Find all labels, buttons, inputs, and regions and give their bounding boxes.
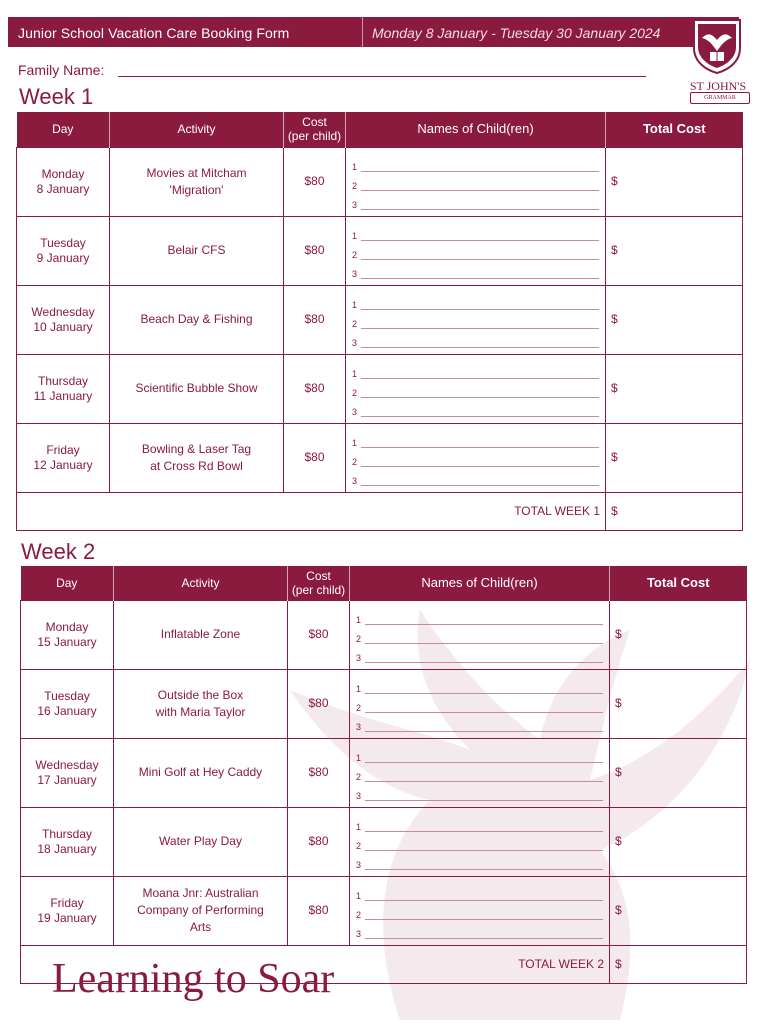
child-number: 1 (352, 300, 358, 310)
child-name-underline (365, 652, 603, 663)
week-2-table (20, 566, 747, 984)
child-name-underline (361, 387, 599, 398)
col-cost-header: Cost (per child) (284, 112, 346, 147)
table-row (17, 423, 743, 492)
day-name: Friday (46, 442, 80, 457)
child-name-field[interactable] (352, 329, 599, 348)
col-day-header: Day (17, 112, 110, 147)
table-row (21, 738, 747, 807)
day-cell (17, 354, 110, 423)
child-name-underline (361, 318, 599, 329)
child-number: 2 (356, 910, 362, 920)
week-1-table (16, 112, 743, 531)
header-bar (8, 17, 739, 47)
child-number: 3 (356, 722, 362, 732)
child-names-cell (350, 876, 610, 945)
child-name-underline (361, 199, 599, 210)
child-names-cell (350, 600, 610, 669)
child-name-underline (361, 368, 599, 379)
child-name-field[interactable] (352, 191, 599, 210)
child-name-field[interactable] (352, 398, 599, 417)
activity-cell (114, 876, 288, 945)
row-total-field[interactable]: $ (610, 600, 747, 669)
child-names-cell (346, 423, 606, 492)
day-name: Thursday (41, 826, 93, 841)
child-name-underline (361, 475, 599, 486)
day-date: 8 January (36, 181, 90, 196)
child-name-field[interactable] (356, 920, 603, 939)
week-1-heading: Week 1 (19, 84, 94, 109)
child-name-field[interactable] (352, 379, 599, 398)
school-subtitle: GRAMMAR (690, 92, 750, 104)
row-total-field[interactable]: $ (610, 807, 747, 876)
day-cell (17, 147, 110, 216)
child-number: 3 (356, 860, 362, 870)
child-name-underline (361, 299, 599, 310)
child-number: 2 (356, 634, 362, 644)
col-activity-header: Activity (114, 566, 288, 600)
child-name-underline (365, 790, 603, 801)
week-2-body (21, 600, 747, 983)
week-total-field[interactable]: $ (606, 492, 743, 530)
activity-cell (110, 147, 284, 216)
activity-line: Beach Day & Fishing (140, 312, 253, 326)
child-name-field[interactable] (352, 360, 599, 379)
tagline: Learning to Soar (52, 956, 335, 1002)
table-row (17, 147, 743, 216)
week-total-label: TOTAL WEEK 2 (21, 945, 610, 983)
child-name-field[interactable] (352, 172, 599, 191)
child-name-underline (365, 752, 603, 763)
child-name-field[interactable] (356, 851, 603, 870)
child-name-underline (365, 859, 603, 870)
col-total-header: Total Cost (606, 112, 743, 147)
cost-cell: $80 (284, 285, 346, 354)
child-name-field[interactable] (356, 694, 603, 713)
child-number: 2 (352, 457, 358, 467)
form-dates: Monday 8 January - Tuesday 30 January 2024 (372, 25, 661, 41)
child-name-field[interactable] (356, 675, 603, 694)
child-name-underline (365, 821, 603, 832)
table-row (21, 669, 747, 738)
child-number: 3 (356, 653, 362, 663)
col-day-header: Day (21, 566, 114, 600)
cost-cell: $80 (284, 216, 346, 285)
child-names-cell (346, 285, 606, 354)
day-date: 11 January (33, 388, 93, 403)
day-date: 19 January (37, 910, 97, 925)
cost-cell: $80 (288, 669, 350, 738)
child-number: 2 (352, 319, 358, 329)
day-date: 10 January (33, 319, 93, 334)
child-name-field[interactable] (356, 625, 603, 644)
day-name: Monday (41, 166, 85, 181)
child-name-underline (365, 683, 603, 694)
day-name: Tuesday (40, 235, 86, 250)
child-name-underline (365, 909, 603, 920)
child-name-underline (365, 633, 603, 644)
day-name: Thursday (37, 373, 89, 388)
activity-cell (114, 600, 288, 669)
table-row (17, 216, 743, 285)
col-total-header: Total Cost (610, 566, 747, 600)
child-number: 2 (352, 388, 358, 398)
activity-line: Water Play Day (159, 834, 242, 848)
child-names-cell (350, 807, 610, 876)
day-date: 17 January (37, 772, 97, 787)
day-name: Wednesday (35, 757, 99, 772)
child-number: 1 (356, 615, 362, 625)
child-number: 3 (352, 407, 358, 417)
child-name-underline (361, 337, 599, 348)
activity-cell (114, 807, 288, 876)
child-name-field[interactable] (352, 291, 599, 310)
child-name-underline (365, 890, 603, 901)
child-name-field[interactable] (356, 901, 603, 920)
child-name-underline (361, 437, 599, 448)
child-name-field[interactable] (352, 467, 599, 486)
table-row (21, 807, 747, 876)
activity-line: Outside the Box (157, 687, 244, 702)
activity-line: Company of Performing (137, 903, 264, 917)
child-number: 1 (352, 369, 358, 379)
day-cell (21, 807, 114, 876)
row-total-field[interactable]: $ (606, 285, 743, 354)
child-name-field[interactable] (356, 606, 603, 625)
child-name-field[interactable] (352, 310, 599, 329)
table-row (21, 600, 747, 669)
activity-line: with Maria Taylor (155, 704, 246, 719)
day-date: 12 January (33, 457, 93, 472)
cost-cell: $80 (288, 807, 350, 876)
child-number: 1 (352, 438, 358, 448)
child-name-underline (361, 161, 599, 172)
cost-cell: $80 (288, 738, 350, 807)
activity-cell (110, 285, 284, 354)
cost-cell: $80 (284, 147, 346, 216)
activity-line: Arts (189, 920, 212, 934)
week-1-body (17, 147, 743, 530)
day-cell (17, 285, 110, 354)
child-name-field[interactable] (356, 882, 603, 901)
child-number: 1 (356, 822, 362, 832)
school-name: ST JOHN'S (689, 79, 747, 93)
week-2-heading: Week 2 (21, 539, 96, 564)
child-name-field[interactable] (356, 832, 603, 851)
day-date: 16 January (37, 703, 97, 718)
day-cell (21, 669, 114, 738)
col-names-header: Names of Child(ren) (346, 112, 606, 147)
child-name-field[interactable] (352, 260, 599, 279)
child-name-field[interactable] (352, 448, 599, 467)
child-name-field[interactable] (352, 153, 599, 172)
child-number: 2 (356, 841, 362, 851)
activity-line: Moana Jnr: Australian (142, 886, 259, 900)
day-name: Wednesday (31, 304, 95, 319)
activity-line: Scientific Bubble Show (135, 381, 258, 395)
child-names-cell (350, 738, 610, 807)
child-names-cell (346, 354, 606, 423)
day-cell (17, 423, 110, 492)
day-cell (21, 738, 114, 807)
child-name-underline (365, 771, 603, 782)
table-row (21, 876, 747, 945)
child-name-field[interactable] (356, 782, 603, 801)
activity-line: Mini Golf at Hey Caddy (138, 765, 263, 779)
table-header-row (17, 112, 743, 147)
child-number: 1 (352, 162, 358, 172)
row-total-field[interactable]: $ (606, 354, 743, 423)
child-name-field[interactable] (352, 241, 599, 260)
row-total-field[interactable]: $ (610, 669, 747, 738)
child-name-field[interactable] (356, 644, 603, 663)
child-number: 2 (356, 703, 362, 713)
child-name-underline (365, 928, 603, 939)
child-name-underline (361, 406, 599, 417)
week-total-label: TOTAL WEEK 1 (17, 492, 606, 530)
activity-cell (110, 423, 284, 492)
cost-cell: $80 (284, 423, 346, 492)
week-total-field[interactable]: $ (610, 945, 747, 983)
child-name-field[interactable] (352, 222, 599, 241)
child-number: 3 (352, 200, 358, 210)
col-cost-header: Cost (per child) (288, 566, 350, 600)
activity-line: 'Migration' (169, 182, 224, 197)
child-number: 3 (356, 929, 362, 939)
child-names-cell (350, 669, 610, 738)
child-name-field[interactable] (356, 763, 603, 782)
child-name-underline (361, 268, 599, 279)
table-row (17, 354, 743, 423)
header-divider (362, 17, 363, 47)
row-total-field[interactable]: $ (606, 147, 743, 216)
row-total-field[interactable]: $ (606, 216, 743, 285)
child-number: 2 (356, 772, 362, 782)
child-name-underline (361, 249, 599, 260)
family-name-label: Family Name: (18, 62, 105, 78)
activity-line: Belair CFS (167, 243, 226, 257)
child-name-field[interactable] (356, 813, 603, 832)
child-name-underline (365, 702, 603, 713)
activity-line: Inflatable Zone (160, 627, 241, 641)
child-name-underline (365, 614, 603, 625)
cost-cell: $80 (288, 876, 350, 945)
day-cell (21, 876, 114, 945)
activity-cell (114, 738, 288, 807)
child-number: 2 (352, 181, 358, 191)
week-total-row (17, 492, 743, 530)
child-names-cell (346, 216, 606, 285)
col-activity-header: Activity (110, 112, 284, 147)
activity-cell (110, 354, 284, 423)
row-total-field[interactable]: $ (610, 738, 747, 807)
day-date: 9 January (36, 250, 90, 265)
family-name-field[interactable] (118, 76, 646, 77)
day-name: Tuesday (44, 688, 90, 703)
row-total-field[interactable]: $ (606, 423, 743, 492)
table-header-row (21, 566, 747, 600)
child-name-field[interactable] (356, 713, 603, 732)
col-names-header: Names of Child(ren) (350, 566, 610, 600)
activity-line: at Cross Rd Bowl (150, 458, 243, 473)
cost-cell: $80 (284, 354, 346, 423)
day-cell (17, 216, 110, 285)
table-row (17, 285, 743, 354)
child-number: 3 (352, 476, 358, 486)
child-name-underline (361, 180, 599, 191)
school-crest-icon (692, 18, 742, 74)
child-number: 1 (356, 891, 362, 901)
child-name-field[interactable] (356, 744, 603, 763)
child-name-underline (361, 230, 599, 241)
day-cell (21, 600, 114, 669)
child-name-field[interactable] (352, 429, 599, 448)
form-title: Junior School Vacation Care Booking Form (18, 25, 290, 41)
child-number: 2 (352, 250, 358, 260)
activity-line: Movies at Mitcham (146, 165, 247, 180)
activity-cell (110, 216, 284, 285)
child-number: 1 (356, 684, 362, 694)
child-name-underline (365, 721, 603, 732)
day-date: 18 January (37, 841, 97, 856)
day-name: Friday (50, 895, 84, 910)
cost-cell: $80 (288, 600, 350, 669)
child-name-underline (365, 840, 603, 851)
child-number: 3 (352, 338, 358, 348)
child-number: 1 (352, 231, 358, 241)
activity-line: Bowling & Laser Tag (141, 441, 252, 456)
child-number: 1 (356, 753, 362, 763)
child-names-cell (346, 147, 606, 216)
activity-cell (114, 669, 288, 738)
row-total-field[interactable]: $ (610, 876, 747, 945)
child-number: 3 (356, 791, 362, 801)
child-number: 3 (352, 269, 358, 279)
day-name: Monday (45, 619, 89, 634)
child-name-underline (361, 456, 599, 467)
day-date: 15 January (37, 634, 97, 649)
